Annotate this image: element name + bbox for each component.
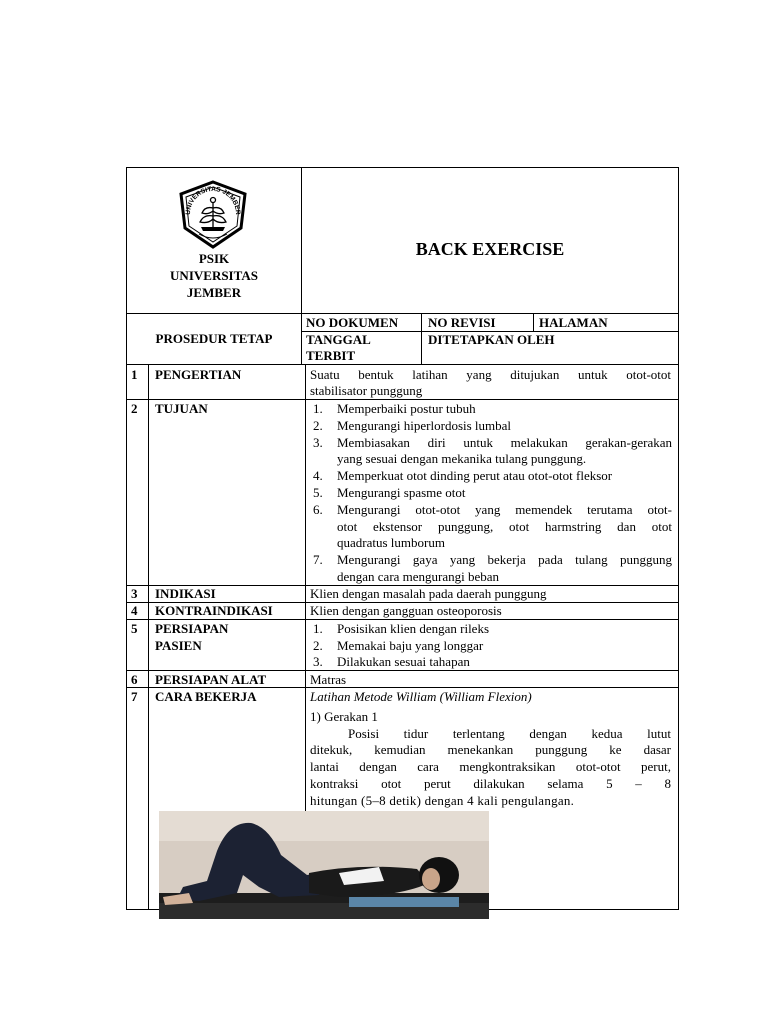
row-label-kontraindikasi: KONTRAINDIKASI [155,603,273,618]
step-text: kontraksi otot perut dilakukan selama 5 – 8 [310,776,671,791]
list-number: 1. [313,621,323,636]
list-item-line: Memperkuat otot dinding perut atau otot-otot fleksor [337,468,613,484]
list-number: 5. [313,484,323,500]
row-label-persiapan-pasien: PERSIAPAN [155,621,229,636]
list-item-line: otot ekstensor punggung, otot harmstring dan otot [337,518,672,534]
row-number: 6 [131,672,138,687]
list-item: Posisikan klien dengan rileks [337,621,490,636]
step-text: ditekuk, kemudian menekankan punggung ke dasar [310,742,671,757]
row-number: 4 [131,603,138,618]
halaman-label: HALAMAN [539,315,608,330]
university-logo [177,180,249,250]
table-border-top [126,167,679,168]
step-text: lantai dengan cara mengkontraksikan otot-otot perut, [310,759,671,774]
list-number: 3. [313,434,323,450]
row-number: 3 [131,586,138,601]
tujuan-item [312,468,672,485]
list-item-line: quadratus lumborum [337,535,445,551]
logo-arc-text: UNIVERSITAS JEMBER [184,185,242,215]
row-number: 7 [131,689,138,704]
list-item: Memakai baju yang longgar [337,638,484,653]
label-column-divider [305,364,306,811]
table-border-right [678,167,679,910]
list-number: 3. [313,654,323,669]
number-column-divider [148,364,149,910]
method-title: Latihan Metode William (William Flexion) [310,689,532,704]
list-number: 2. [313,638,323,653]
tujuan-item [312,502,672,552]
tanggal-terbit-label: TERBIT [306,348,356,363]
indikasi-text: Klien dengan masalah pada daerah punggung [310,586,547,601]
list-item-line: Mengurangi spasme otot [337,484,466,500]
meta-divider [421,313,422,364]
persiapan-alat-text: Matras [310,672,347,687]
row-label-indikasi: INDIKASI [155,586,216,601]
pengertian-text: stabilisator punggung [310,383,423,398]
step-text: hitungan (5–8 detik) dengan 4 kali pengulangan. [310,793,575,808]
row-label-persiapan-alat: PERSIAPAN ALAT [155,672,267,687]
exercise-photo [159,811,489,919]
row-label-pengertian: PENGERTIAN [155,367,242,382]
list-number: 4. [313,468,323,484]
list-item-line: dengan cara mengurangi beban [337,568,500,584]
institution-line: UNIVERSITAS [170,268,258,283]
row-number: 2 [131,401,138,416]
list-number: 1. [313,401,323,416]
list-item-line: Mengurangi gaya yang bekerja pada tulang punggung [337,552,672,568]
row-label-cara-bekerja: CARA BEKERJA [155,689,257,704]
tujuan-item [312,401,672,418]
institution-line: JEMBER [186,285,242,300]
step-title: 1) Gerakan 1 [310,709,378,724]
row-number: 5 [131,621,138,636]
no-revisi-label: NO REVISI [428,315,496,330]
tujuan-item [312,552,672,586]
ditetapkan-oleh-label: DITETAPKAN OLEH [428,332,555,347]
kontraindikasi-text: Klien dengan gangguan osteoporosis [310,603,502,618]
list-number: 2. [313,417,323,433]
tanggal-terbit-label: TANGGAL [306,332,371,347]
row-number: 1 [131,367,138,382]
no-dokumen-label: NO DOKUMEN [306,315,399,330]
tujuan-item [312,485,672,502]
header-divider [301,167,302,364]
row-line [126,364,679,365]
list-number: 6. [313,501,323,517]
list-item-line: Mengurangi otot-otot yang memendek terutama otot- [337,501,672,517]
procedure-label: PROSEDUR TETAP [155,331,273,346]
row-label-tujuan: TUJUAN [155,401,208,416]
row-line [126,313,679,314]
list-item-line: Memperbaiki postur tubuh [337,401,476,416]
tujuan-item [312,435,672,469]
step-text: Posisi tidur terlentang dengan kedua lutut [348,726,671,741]
document-title: BACK EXERCISE [415,239,565,259]
list-item-line: Mengurangi hiperlordosis lumbal [337,417,512,433]
pengertian-text: Suatu bentuk latihan yang ditujukan untuk otot-otot [310,367,671,382]
tujuan-list [312,401,672,586]
list-item-line: Membiasakan diri untuk melakukan gerakan-gerakan [337,434,672,450]
list-item-line: yang sesuai dengan mekanika tulang punggung. [337,451,587,467]
tujuan-item [312,418,672,435]
row-label-persiapan-pasien: PASIEN [155,638,202,653]
list-item: Dilakukan sesuai tahapan [337,654,470,669]
meta-divider [533,313,534,332]
institution-line: PSIK [198,251,230,266]
list-number: 7. [313,552,323,568]
